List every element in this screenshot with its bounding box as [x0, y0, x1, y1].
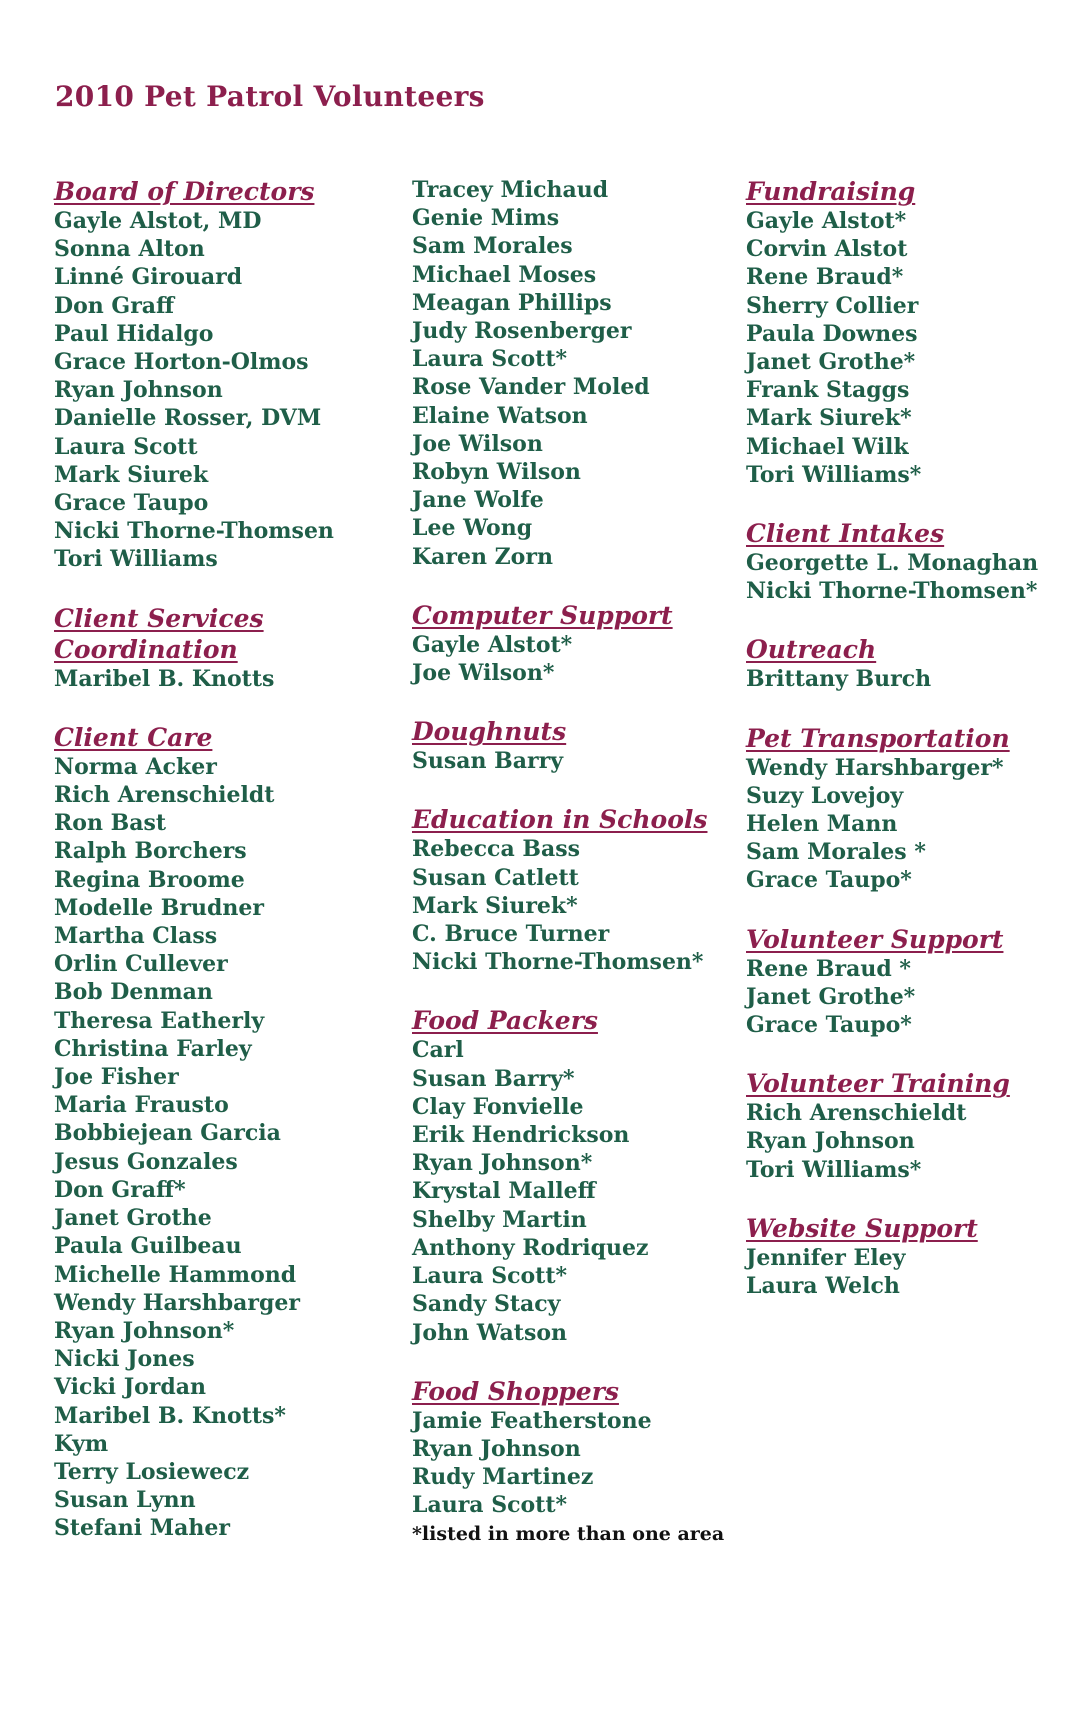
volunteer-name: C. Bruce Turner — [412, 921, 610, 948]
volunteer-name: Jane Wolfe — [412, 487, 544, 514]
volunteer-name: Jennifer Eley — [746, 1244, 906, 1271]
volunteer-name: Michelle Hammond — [54, 1261, 297, 1288]
volunteer-name: Sherry Collier — [746, 292, 919, 319]
section-heading: Client Intakes — [746, 519, 945, 549]
volunteer-name: Tracey Michaud — [412, 177, 609, 203]
section-heading: Education in Schools — [412, 805, 708, 835]
volunteer-name: Christina Farley — [54, 1035, 252, 1062]
volunteer-name: Grace Horton-Olmos — [54, 349, 309, 376]
volunteer-name: Susan Catlett — [412, 864, 579, 891]
volunteer-name: Frank Staggs — [746, 377, 910, 404]
volunteer-name: Nicki Thorne-Thomsen* — [746, 578, 1038, 605]
section-education-in-schools — [412, 804, 752, 976]
volunteer-name: Jamie Featherstone — [412, 1407, 652, 1434]
volunteer-name: Genie Mims — [412, 205, 560, 232]
volunteer-name: Michael Wilk — [746, 433, 909, 460]
volunteer-name: Meagan Phillips — [412, 289, 612, 316]
volunteer-name: Tori Williams — [54, 546, 218, 573]
section-heading: Outreach — [746, 635, 877, 665]
volunteer-name: Rose Vander Moled — [412, 374, 650, 401]
volunteer-name: Rene Braud* — [746, 264, 904, 291]
section-heading: Coordination — [54, 634, 238, 664]
volunteer-name: Paula Guilbeau — [54, 1233, 242, 1260]
volunteer-name: Joe Wilson* — [412, 660, 555, 687]
section-heading: Website Support — [746, 1213, 978, 1243]
volunteer-name: Don Graff — [54, 292, 175, 319]
volunteer-name: Kym — [54, 1430, 109, 1457]
volunteer-name: Suzy Lovejoy — [746, 782, 904, 809]
section-heading: Food Shoppers — [412, 1376, 619, 1406]
volunteer-name: Grace Taupo — [54, 490, 209, 517]
volunteer-name: Orlin Cullever — [54, 951, 228, 978]
section-heading: Computer Support — [412, 600, 673, 630]
volunteer-name: Joe Fisher — [54, 1064, 179, 1091]
section-heading: Volunteer Support — [746, 924, 1004, 954]
section-computer-support — [412, 600, 752, 687]
volunteer-name: Shelby Martin — [412, 1206, 587, 1233]
section-client-intakes — [746, 518, 1076, 605]
volunteer-name: Susan Barry* — [412, 1065, 575, 1092]
volunteer-name: Anthony Rodriquez — [412, 1234, 649, 1261]
section-heading: Client Services — [54, 603, 264, 633]
volunteer-name: Gayle Alstot* — [746, 208, 907, 234]
volunteer-name: Mark Siurek — [54, 461, 209, 488]
section-volunteer-support — [746, 924, 1076, 1040]
volunteer-name: Nicki Thorne-Thomsen — [54, 518, 334, 545]
volunteer-name: Ron Bast — [54, 810, 167, 837]
section-outreach — [746, 634, 1076, 693]
column-1 — [54, 176, 394, 1543]
volunteer-name: Norma Acker — [54, 753, 217, 780]
volunteer-name: Grace Taupo* — [746, 1012, 912, 1039]
volunteer-name: Maribel B. Knotts* — [54, 1402, 286, 1429]
volunteer-name: Wendy Harshbarger — [54, 1289, 300, 1316]
section-pet-transportation — [746, 723, 1076, 895]
volunteer-name: Tori Williams* — [746, 1156, 922, 1183]
volunteer-name: Laura Welch — [746, 1273, 900, 1300]
volunteer-name: Nicki Thorne-Thomsen* — [412, 949, 704, 976]
volunteer-name: Erik Hendrickson — [412, 1122, 630, 1149]
page-title: 2010 Pet Patrol Volunteers — [55, 80, 485, 113]
section-client-care — [54, 722, 394, 1543]
volunteer-name: Paul Hidalgo — [54, 320, 214, 347]
volunteer-name: Robyn Wilson — [412, 459, 581, 486]
volunteer-name: Vicki Jordan — [54, 1374, 207, 1401]
volunteer-name: Clay Fonvielle — [412, 1093, 584, 1120]
volunteer-name: Mark Siurek* — [746, 405, 912, 432]
volunteer-name: Ryan Johnson — [746, 1128, 915, 1155]
volunteer-name: Janet Grothe* — [746, 983, 916, 1010]
volunteer-name: Susan Lynn — [54, 1487, 196, 1514]
section-heading: Fundraising — [746, 177, 916, 206]
volunteer-name: Ryan Johnson — [412, 1435, 581, 1462]
volunteer-name: Sam Morales * — [746, 839, 926, 866]
volunteer-name: Laura Scott — [54, 433, 198, 460]
volunteer-name: Sandy Stacy — [412, 1291, 561, 1318]
volunteer-name: Tori Williams* — [746, 461, 922, 488]
volunteer-name: Judy Rosenberger — [412, 318, 632, 345]
section-heading: Volunteer Training — [746, 1069, 1010, 1099]
volunteer-name: Janet Grothe — [54, 1205, 212, 1232]
volunteer-name: Ryan Johnson* — [54, 1317, 235, 1344]
volunteer-name: Sonna Alton — [54, 236, 205, 263]
volunteer-name: Helen Mann — [746, 811, 898, 838]
volunteer-name: Rich Arenschieldt — [54, 782, 275, 809]
volunteer-name: Grace Taupo* — [746, 867, 912, 894]
section-heading: Client Care — [54, 722, 213, 752]
volunteer-name: Danielle Rosser, DVM — [54, 405, 322, 432]
volunteer-name: Ralph Borchers — [54, 838, 247, 865]
volunteer-name: Regina Broome — [54, 866, 245, 893]
volunteer-name: Michael Moses — [412, 261, 597, 288]
section-website-support — [746, 1213, 1076, 1300]
volunteer-name: Laura Scott* — [412, 1492, 568, 1519]
volunteer-name: Jesus Gonzales — [54, 1148, 238, 1175]
section-food-packers — [412, 1005, 752, 1346]
section-fundraising — [746, 176, 1076, 489]
section-food-shoppers — [412, 1376, 752, 1520]
volunteer-name: Brittany Burch — [746, 666, 932, 693]
volunteer-name: Bobbiejean Garcia — [54, 1120, 281, 1147]
volunteer-name: Corvin Alstot — [746, 236, 908, 263]
volunteer-name: Janet Grothe* — [746, 349, 916, 376]
volunteer-name: John Watson — [412, 1319, 567, 1346]
section-client-services-coordination — [54, 603, 394, 693]
volunteer-name: Ryan Johnson — [54, 377, 223, 404]
volunteer-name: Wendy Harshbarger* — [746, 754, 1004, 781]
volunteer-name: Karen Zorn — [412, 543, 553, 570]
volunteer-name: Rich Arenschieldt — [746, 1100, 967, 1127]
volunteer-name: Laura Scott* — [412, 1263, 568, 1290]
volunteer-name: Sam Morales — [412, 233, 573, 260]
section-heading: Board of Directors — [54, 177, 315, 206]
section-heading: Pet Transportation — [746, 723, 1010, 753]
volunteer-name: Lee Wong — [412, 515, 533, 542]
volunteer-name: Paula Downes — [746, 320, 918, 347]
volunteer-name: Maria Frausto — [54, 1092, 229, 1119]
column-3 — [746, 176, 1076, 1300]
volunteer-name: Don Graff* — [54, 1176, 186, 1203]
volunteer-name: Bob Denman — [54, 979, 213, 1006]
volunteer-name: Terry Losiewecz — [54, 1458, 250, 1485]
volunteer-name: Linné Girouard — [54, 264, 243, 291]
volunteer-name: Rene Braud * — [746, 955, 911, 982]
volunteer-name: Nicki Jones — [54, 1346, 195, 1373]
section-board-of-directors — [54, 176, 394, 574]
volunteer-name: Ryan Johnson* — [412, 1150, 593, 1177]
section-volunteer-training — [746, 1068, 1076, 1184]
volunteer-name: Joe Wilson — [412, 430, 543, 457]
volunteer-name: Modelle Brudner — [54, 894, 264, 921]
volunteer-name: Rebecca Bass — [412, 836, 580, 863]
volunteer-name: Laura Scott* — [412, 346, 568, 373]
section-doughnuts — [412, 716, 752, 775]
footnote: *listed in more than one area — [412, 1522, 725, 1545]
volunteer-name: Elaine Watson — [412, 402, 588, 429]
volunteer-name: Maribel B. Knotts — [54, 665, 275, 692]
volunteer-name: Gayle Alstot, MD — [54, 208, 262, 234]
volunteer-name: Theresa Eatherly — [54, 1007, 265, 1034]
volunteer-name: Krystal Malleff — [412, 1178, 596, 1205]
section-heading: Doughnuts — [412, 717, 567, 747]
volunteer-name: Gayle Alstot* — [412, 631, 573, 658]
section-heading: Food Packers — [412, 1006, 598, 1036]
volunteer-name: Mark Siurek* — [412, 892, 578, 919]
column-2 — [412, 176, 752, 1548]
volunteer-name: Susan Barry — [412, 748, 563, 775]
volunteer-name: Stefani Maher — [54, 1515, 230, 1542]
volunteer-name: Carl — [412, 1037, 464, 1064]
section-continued — [412, 176, 752, 571]
volunteer-name: Rudy Martinez — [412, 1464, 594, 1491]
volunteer-name: Martha Class — [54, 923, 218, 950]
volunteer-name: Georgette L. Monaghan — [746, 550, 1039, 577]
